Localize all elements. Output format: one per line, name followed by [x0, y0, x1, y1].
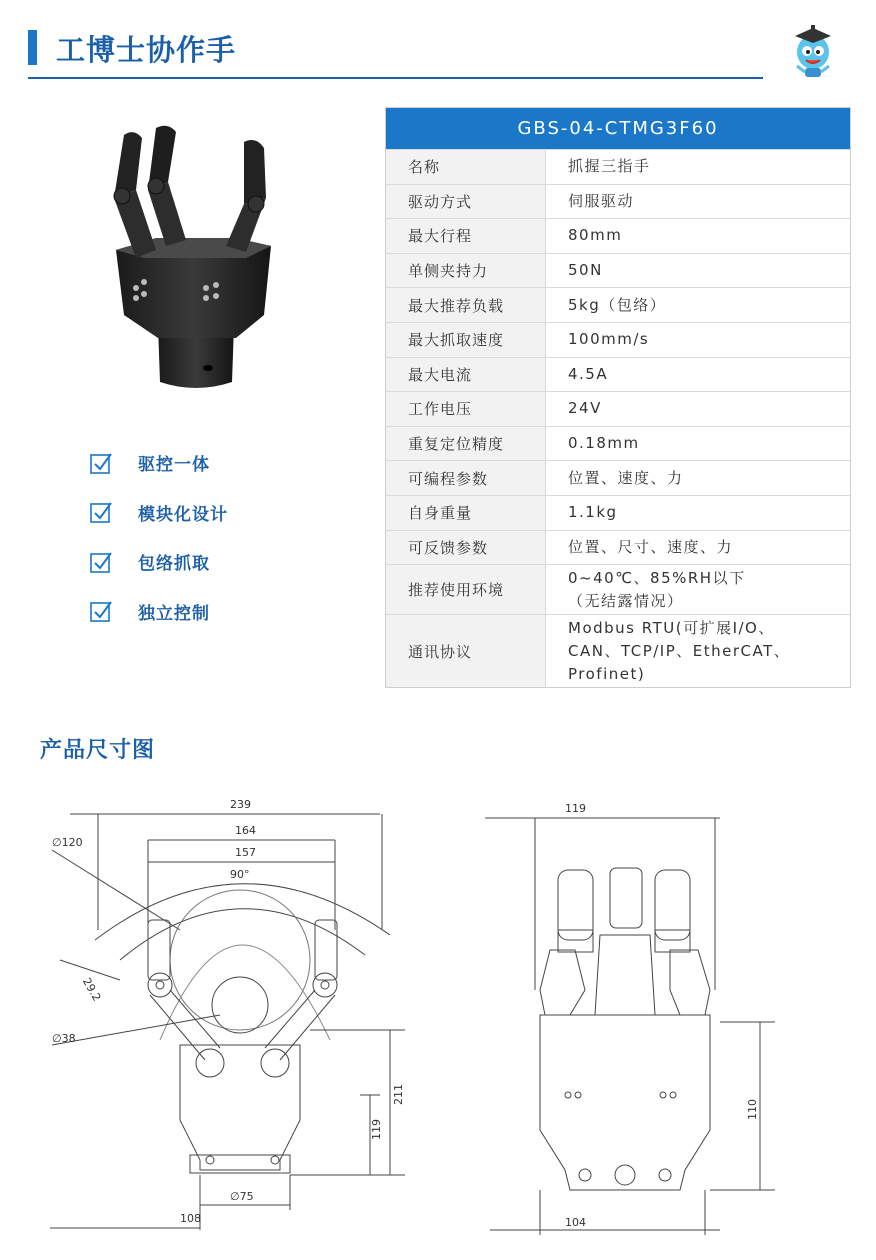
spec-row [386, 253, 850, 288]
feature-label: 模块化设计 [138, 504, 228, 525]
spec-value: 抓握三指手 [568, 157, 651, 176]
spec-value: 80mm [568, 226, 623, 245]
spec-key: 通讯协议 [386, 615, 546, 687]
spec-row [386, 426, 850, 461]
side-view-drawing [480, 790, 810, 1240]
dim-119: 119 [370, 1119, 383, 1140]
page-title: 工博士协作手 [56, 33, 237, 67]
spec-value: 24V [568, 399, 602, 418]
spec-row [386, 287, 850, 322]
checkbox-checked-icon [90, 551, 112, 573]
spec-key: 重复定位精度 [386, 427, 546, 461]
spec-row [386, 218, 850, 253]
spec-row [386, 564, 850, 614]
spec-key: 可反馈参数 [386, 531, 546, 565]
feature-label: 包络抓取 [138, 554, 210, 575]
dim-119: 119 [565, 802, 586, 815]
spec-table [385, 107, 851, 688]
spec-value: 位置、速度、力 [568, 468, 684, 487]
checkbox-checked-icon [90, 501, 112, 523]
spec-table-header: GBS-04-CTMG3F60 [386, 108, 850, 149]
checkbox-checked-icon [90, 452, 112, 474]
dim-dia75: ∅75 [230, 1190, 254, 1203]
spec-key: 名称 [386, 150, 546, 184]
spec-row [386, 614, 850, 687]
spec-key: 推荐使用环境 [386, 565, 546, 614]
feature-item [90, 488, 228, 538]
spec-row [386, 357, 850, 392]
spec-value: 1.1kg [568, 503, 618, 522]
feature-item [90, 438, 228, 488]
dim-239: 239 [230, 798, 251, 811]
feature-item [90, 587, 228, 637]
title-accent-bar [28, 30, 37, 65]
mascot-logo-icon [785, 22, 841, 82]
spec-row [386, 184, 850, 219]
dim-29-2: 29.2 [79, 975, 104, 1004]
spec-value: 4.5A [568, 364, 609, 383]
spec-row [386, 530, 850, 565]
spec-value: 伺服驱动 [568, 191, 635, 210]
spec-row [386, 149, 850, 184]
feature-label: 驱控一体 [138, 455, 210, 476]
spec-key: 单侧夹持力 [386, 254, 546, 288]
title-underline [28, 77, 763, 79]
spec-key: 驱动方式 [386, 185, 546, 219]
dimensions-title: 产品尺寸图 [40, 738, 156, 763]
dim-dia120: ∅120 [52, 836, 83, 849]
spec-key: 最大抓取速度 [386, 323, 546, 357]
spec-value: 位置、尺寸、速度、力 [568, 537, 734, 556]
spec-value: 0~40℃、85%RH以下 （无结露情况） [568, 568, 746, 610]
spec-row [386, 391, 850, 426]
spec-row [386, 495, 850, 530]
spec-row [386, 460, 850, 495]
dim-dia38: ∅38 [52, 1032, 76, 1045]
spec-key: 工作电压 [386, 392, 546, 426]
dim-angle: 90° [230, 868, 250, 881]
spec-key: 最大行程 [386, 219, 546, 253]
spec-key: 自身重量 [386, 496, 546, 530]
feature-list [90, 438, 228, 636]
spec-value: 50N [568, 261, 603, 280]
dim-164: 164 [235, 824, 256, 837]
dim-211: 211 [392, 1084, 405, 1105]
spec-value: Modbus RTU(可扩展I/O、 CAN、TCP/IP、EtherCAT、 Profinet) [568, 618, 791, 683]
checkbox-checked-icon [90, 600, 112, 622]
gripper-product-image [96, 120, 296, 400]
dim-110: 110 [746, 1099, 759, 1120]
spec-value: 100mm/s [568, 330, 650, 349]
spec-key: 最大推荐负载 [386, 288, 546, 322]
spec-row [386, 322, 850, 357]
front-view-drawing [30, 790, 430, 1240]
spec-key: 最大电流 [386, 358, 546, 392]
spec-value: 5kg（包络） [568, 295, 667, 314]
dim-104: 104 [565, 1216, 586, 1229]
dim-157: 157 [235, 846, 256, 859]
feature-label: 独立控制 [138, 603, 210, 624]
spec-key: 可编程参数 [386, 461, 546, 495]
dim-108: 108 [180, 1212, 201, 1225]
feature-item [90, 537, 228, 587]
spec-value: 0.18mm [568, 434, 640, 453]
